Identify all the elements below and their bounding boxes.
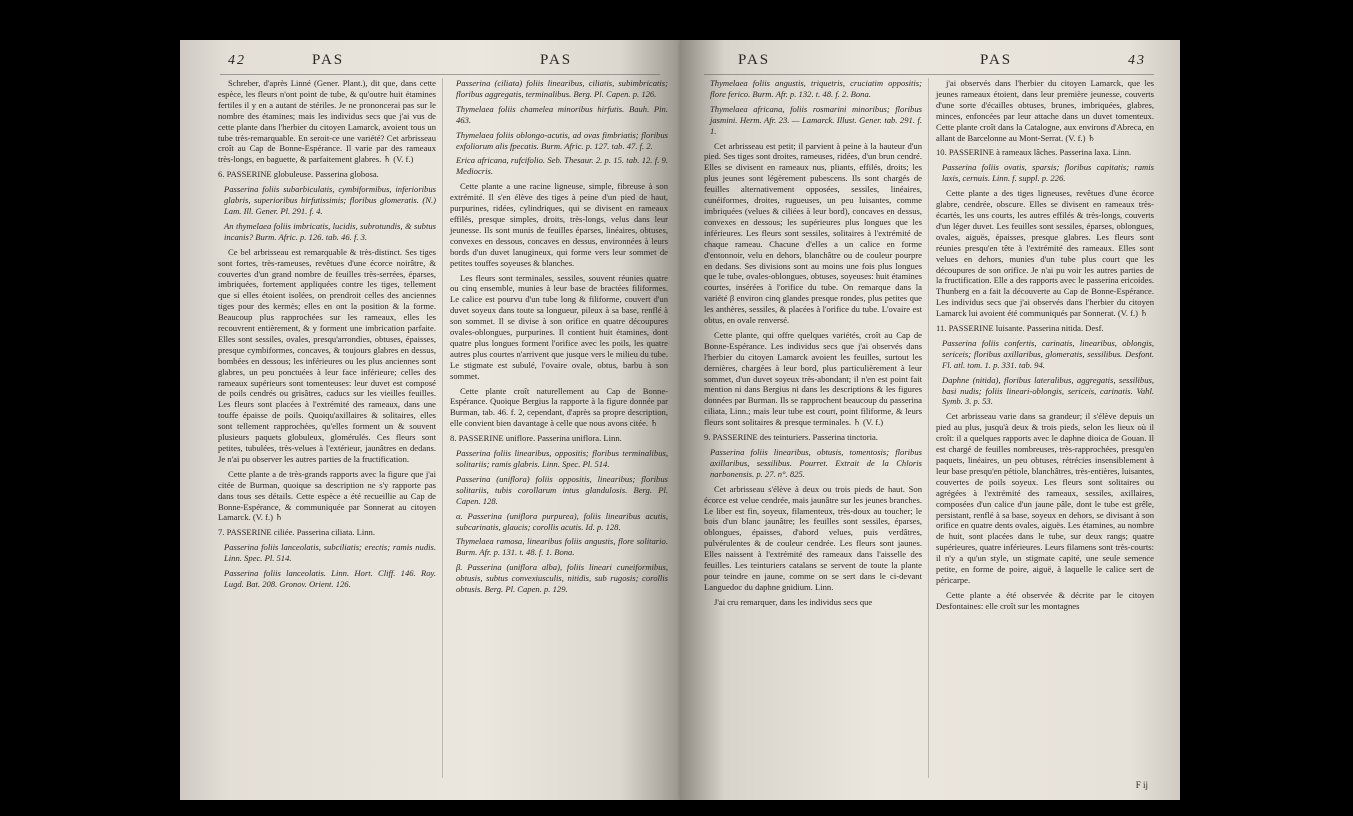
paragraph: Thymelaea africana, foliis rosmarini minoribus; floribus jasmini. Herm. Afr. 23. — Lamarck. Illust. Gener. tab. 291. f. 1. xyxy=(710,103,922,136)
paragraph: Passerina (ciliata) foliis linearibus, ciliatis, subimbricatis; floribus aggregatis, terminalibus. Berg. Pl. Capen. p. 126. xyxy=(456,78,668,99)
paragraph: 10. PASSERINE à rameaux lâches. Passerina laxa. Linn. xyxy=(936,147,1132,158)
paragraph: Passerina foliis ovatis, sparsis; floribus capitatis; ramis laxis, cernuis. Linn. f. suppl. p. 226. xyxy=(942,162,1154,184)
paragraph: Les fleurs sont terminales, sessiles, souvent réunies quatre ou cinq ensemble, munies à leur base de bractées filiformes. Le calice est pourvu d'un tube long & filiforme, couvert d'un duvet soyeux dans toute sa longueur, pileux à sa base, renflé à son sommet. Il se divise à son orifice en quatre découpures ovales-oblongues, purpurines. Il contient huit étamines, dont quatre plus longues forment l'orifice avec les poils, les quatre autres plus courtes n'arrivent que jusque vers le milieu du tube. Le stigmate est subulé, l'ovaire ovale, obtus, barbu à son sommet. xyxy=(450,272,668,381)
paragraph: β. Passerina (uniflora alba), foliis lineari cuneiformibus, obtusis, subtus convexiusculis, nitidis, sub rugosis; corollis obtusis. Berg. Pl. Capen. p. 129. xyxy=(456,562,668,595)
left-running-head-2: PAS xyxy=(540,52,573,68)
paragraph: Passerina foliis linearibus, oppositis; floribus terminalibus, solitariis; ramis glabris. Linn. Spec. Pl. 514. xyxy=(456,448,668,469)
signature-mark: F ij xyxy=(1135,780,1148,790)
paragraph: Ce bel arbrisseau est remarquable & très-distinct. Ses tiges sont fortes, très-rameuses, revêtues d'une écorce noirâtre, & couvertes d'un grand nombre de feuilles très-serrées, éparses, imbriquées, fortement appliquées contre les tiges, tellement que si elles étoient isolées, on prendroit celles des anciennes tiges pour des kermès; elles en ont la position & la forme. Beaucoup plus rapprochées sur les rameaux, elles les recouvrent entièrement, & y forment une imbrication parfaite. Elles sont sessiles, ovales, presqu'arrondies, obtuses, épaisses, presque cymbiformes, concaves, & toujours glabres en dessus, bombées en dessous; les inférieures ou les plus anciennes sont glabres, un peu ponctuées à leur face inférieure; celles des rameaux supérieurs sont tomenteuses: leur duvet est composé de poils cendrés ou grisâtres, caducs sur les vieilles feuilles. Les fleurs sont placées à l'extrémité des rameaux, dans une touffe épaisse de poils. Quoiqu'axillaires & solitaires, elles sont tellement rapprochées, qu'elles forment un & souvent plusieurs paquets globuleux, glomérulés. Ces fleurs sont petites, tubulées, très-velues à l'extérieur, jaunâtres en dedans. Je n'ai pu observer les autres parties de la fructification. xyxy=(218,246,436,464)
paragraph: Thymelaea foliis angustis, triquetris, cruciatim oppositis; flore ferico. Burm. Afr. p. 132. t. 48. f. 2. Bona. xyxy=(710,78,922,99)
paragraph: Cet arbrisseau s'élève à deux ou trois pieds de haut. Son écorce est velue cendrée, mais jaunâtre sur les jeunes branches. Le liber est fin, soyeux, filamenteux, très-doux au toucher; le bois d'un blanc jaunâtre; les feuilles sont sessiles, éparses, oblongues, épaisses, d'abord velues, puis verdâtres, pulvérulentes & de couleur cendrée. Les fleurs sont jaunes. Elles naissent à l'extrémité des rameaux dans l'aisselle des feuilles. Les teinturiers catalans se servent de toute la plante pour teindre en jaune, comme on se sert dans le ci-devant Languedoc du daphne gnidium. Linn. xyxy=(704,483,922,592)
right-column-1 xyxy=(704,78,922,612)
right-page-number: 43 xyxy=(1128,53,1146,68)
paragraph: Cette plante a de très-grands rapports avec la figure que j'ai citée de Burman, quoique sa description ne s'y rapporte pas dans tous ses détails. Cette espèce a été recueillie au Cap de Bonne-Espérance, & communiquée par Sonnerat au citoyen Lamarck. (V. f.) ♄ xyxy=(218,468,436,523)
header-rule xyxy=(220,74,660,75)
right-running-head-2: PAS xyxy=(980,52,1013,68)
column-divider xyxy=(442,78,443,778)
paragraph: Cet arbrisseau est petit; il parvient à peine à la hauteur d'un pied. Ses tiges sont droites, rameuses, ridées, d'un brun cendré. Elles se divisent en rameaux nus, pliants, effilés, droits; les plus jeunes sont légèrement pubescens. Ils sont chargés de feuilles alternativement opposées, sessiles, linéaires, cunéiformes, droites, rugueuses, un peu luisantes, comme imbriquées (velues & ciliées à leur bord), concaves en dessus, convexes en dessous; les supérieures plus longues que les inférieures. Les fleurs sont sessiles, solitaires à l'extrémité de chaque rameau. Chacune d'elles a un calice en forme d'entonnoir, velu en dehors, blanchâtre ou de couleur pourpre en dedans. Ses divisions sont au moins une fois plus longues que le tube, ovales-oblongues, obtuses, soyeuses: huit étamines courtes, insérées à l'orifice du tube. On remarque dans la variété β environ cinq glandes presque rondes, plus petites que les anthères, sessiles, & placées à l'orifice du tube. L'ovaire est obtus, en ovale renversé. xyxy=(704,140,922,326)
paragraph: Cette plante a été observée & décrite par le citoyen Desfontaines: elle croît sur les montagnes xyxy=(936,589,1154,611)
right-page xyxy=(680,40,1180,800)
paragraph: Passerina foliis subarbiculatis, cymbiformibus, inferioribus glabris, superioribus hirfutissimis; floribus glomeratis. (N.) Lam. Ill. Gener. Pl. 291. f. 4. xyxy=(224,184,436,216)
paragraph: α. Passerina (uniflora purpurea), foliis linearibus acutis, subcarinatis, glaucis; corollis acutis. Id. p. 128. xyxy=(456,510,668,532)
paragraph: 9. PASSERINE des teinturiers. Passerina tinctoria. xyxy=(704,432,878,443)
paragraph: Passerina foliis confertis, carinatis, linearibus, oblongis, sericeis; floribus axillaribus, glomeratis, sessilibus. Desfont. Fl. atl. tom. 1. p. 331. tab. 94. xyxy=(942,337,1154,370)
left-column-2 xyxy=(450,78,668,599)
paragraph: Passerina foliis lanceolatis. Linn. Hort. Cliff. 146. Roy. Lugd. Bat. 208. Gronov. Orient. 126. xyxy=(224,568,436,589)
paragraph: Cette plante a des tiges ligneuses, revêtues d'une écorce glabre, cendrée, obscure. Elles se divisent en rameaux très-écartés, les uns courts, les autres effilés & très-longs, couverts d'un léger duvet. Les feuilles sont sessiles, éparses, oblongues, ovales, aiguës, épaisses, presque glabres. Les fleurs sont réunies presqu'en tête à l'extrémité des rameaux. Elles sont velues en dehors, munies d'un tube plus court que les découpures de son orifice. Je n'ai pu voir les autres parties de la fructification. Elle a des rapports avec le passerina ericoides. Thunberg en a fait la découverte au Cap de Bonne-Espérance. Les individus secs que j'ai observés dans l'herbier du citoyen Lamarck lui avoient été communiqués par Sonnerat. (V. f.) ♄ xyxy=(936,188,1154,319)
paragraph: Erica africana, rufcifolio. Seb. Thesaur. 2. p. 15. tab. 12. f. 9. Mediocris. xyxy=(456,155,668,177)
paragraph: Passerina (uniflora) foliis oppositis, linearibus; floribus solitariis, tubis corollarum intus glandulosis. Berg. Pl. Capen. 128. xyxy=(456,473,668,506)
paragraph: 8. PASSERINE uniflore. Passerina uniflora. Linn. xyxy=(450,433,622,444)
book-spread xyxy=(180,40,1180,800)
paragraph: Passerina foliis lanceolatis, subciliatis; erectis; ramis nudis. Linn. Spec. Pl. 514. xyxy=(224,542,436,564)
left-page xyxy=(180,40,680,800)
paragraph: Thymelaea foliis chamelea minoribus hirfutis. Bauh. Pin. 463. xyxy=(456,103,668,125)
paragraph: Passerina foliis linearibus, obtusis, tomentosis; floribus axillaribus, sessilibus. Pourret. Extrait de la Chloris narbonensis. p. 27. n°. 825. xyxy=(710,447,922,479)
paragraph: 6. PASSERINE globuleuse. Passerina globosa. xyxy=(218,169,379,180)
paragraph: Cette plante croît naturellement au Cap de Bonne-Espérance. Quoique Bergius la rapporte à la figure donnée par Burman, tab. 46. f. 2, cependant, d'après sa propre description, elle convient bien davantage à celle que nous avons citée. ♄ xyxy=(450,385,668,429)
left-column-1 xyxy=(218,78,436,594)
paragraph: Thymelaea foliis oblongo-acutis, ad ovas fimbriatis; floribus exfoliorum alis fpecatis. Burm. Afric. p. 127. tab. 47. f. 2. xyxy=(456,129,668,151)
right-running-head-1: PAS xyxy=(738,52,771,68)
paragraph: j'ai observés dans l'herbier du citoyen Lamarck, que les jeunes rameaux étoient, dans leur première jeunesse, couverts d'une sorte d'écailles obtuses, brunes, imbriquées, glabres, minces, enfoncées par leur attache dans un duvet tomenteux. Cette plante croît dans la Catalogne, aux environs d'Abreca, en allant de Barcelonne au Mont-Serrat. (V. f.) ♄ xyxy=(936,78,1154,143)
header-rule xyxy=(704,74,1154,75)
paragraph: Cette plante a une racine ligneuse, simple, fibreuse à son extrémité. Il s'en élève des tiges à peine d'un pied de haut, purpurines, ridées, cylindriques, qui se divisent en rameaux effilés, presque simples, droits, très-longs, velus dans leur jeunesse. Ils sont munis de feuilles éparses, linéaires, obtuses, convexes en dessous, concaves en dessus, environnées à leurs bords d'un duvet lanugineux, qui forme vers leur sommet de petites touffes soyeuses & blanches. xyxy=(450,181,668,268)
paragraph: Thymelaea ramosa, linearibus foliis angustis, flore solitario. Burm. Afr. p. 131. t. 48. f. 1. Bona. xyxy=(456,536,668,558)
paragraph: Cet arbrisseau varie dans sa grandeur; il s'élève depuis un pied au plus, jusqu'à deux & trois pieds, selon les lieux où il croît: il a quelques rapports avec le daphne dioica de Gouan. Il est chargé de feuilles nombreuses, très-rapprochées, presqu'en paquets, linéaires, un peu obtuses, rétrécies insensiblement à leur base presqu'en pétiole, blanchâtres, très-entières, luisantes, couvertes de poils soyeux. Les fleurs sont solitaires ou agrégées à l'extrémité des rameaux, sessiles, axillaires, composées d'un calice d'un jaune pâle, dont le tube est grêle, persistant, renflé à sa base, soyeux en dehors, se divisant à son orifice en quatre dents ovales, aiguës. Les étamines, au nombre de huit, sont placées dans le tube, sur deux rangs; quatre supérieures, quatre inférieures. Leurs filamens sont très-courts: il n'y a qu'un style, un stigmate capité, une seule semence petite, en forme de poire, aiguë, à laquelle le calice sert de péricarpe. xyxy=(936,411,1154,585)
column-divider xyxy=(928,78,929,778)
paragraph: 7. PASSERINE ciliée. Passerina ciliata. Linn. xyxy=(218,527,375,538)
paragraph: Daphne (nitida), floribus lateralibus, aggregatis, sessilibus, basi nudis; foliis lineari-oblongis, sericeis, carinatis. Vahl. Symb. 3. p. 53. xyxy=(942,374,1154,407)
right-column-2 xyxy=(936,78,1154,616)
paragraph: Cette plante, qui offre quelques variétés, croît au Cap de Bonne-Espérance. Les individus secs que j'ai observés dans l'herbier du citoyen Lamarck avoient les feuilles, surtout les dernières, chargées à leur bord, plus particulièrement à leur sommet, d'un duvet soyeux très-abondant; il n'en est point fait mention ni dans Bergius ni dans les descriptions & les figures données par Burman. Ils se rapprochent beaucoup du passerina ciliata, Linn.; mais leur tube est court, point filiforme, & leurs fleurs sont solitaires & presque terminales. ♄ (V. f.) xyxy=(704,329,922,428)
left-page-number: 42 xyxy=(228,53,246,68)
paragraph: Schreber, d'après Linné (Gener. Plant.), dit que, dans cette espèce, les fleurs n'ont point de tube, & qu'outre huit étamines fertiles il y en a autant de stériles. Je ne prononcerai pas sur le nombre des étamines; mais les individus secs que j'ai vus de cette plante dans l'herbier du citoyen Lamarck, avoient tous un tube très-remarquable. En seroit-ce une variété? Cet arbrisseau croît au Cap de Bonne-Espérance. Il varie par des rameaux très-longs, en baguette, & parfaitement glabres. ♄ (V. f.) xyxy=(218,78,436,165)
paragraph: 11. PASSERINE luisante. Passerina nitida. Desf. xyxy=(936,323,1104,334)
left-running-head-1: PAS xyxy=(312,52,345,68)
paragraph: An thymelaea foliis imbricatis, lucidis, subrotundis, & subtus incanis? Burm. Afric. p. 126. tab. 46. f. 3. xyxy=(224,220,436,242)
paragraph: J'ai cru remarquer, dans les individus secs que xyxy=(714,596,873,607)
